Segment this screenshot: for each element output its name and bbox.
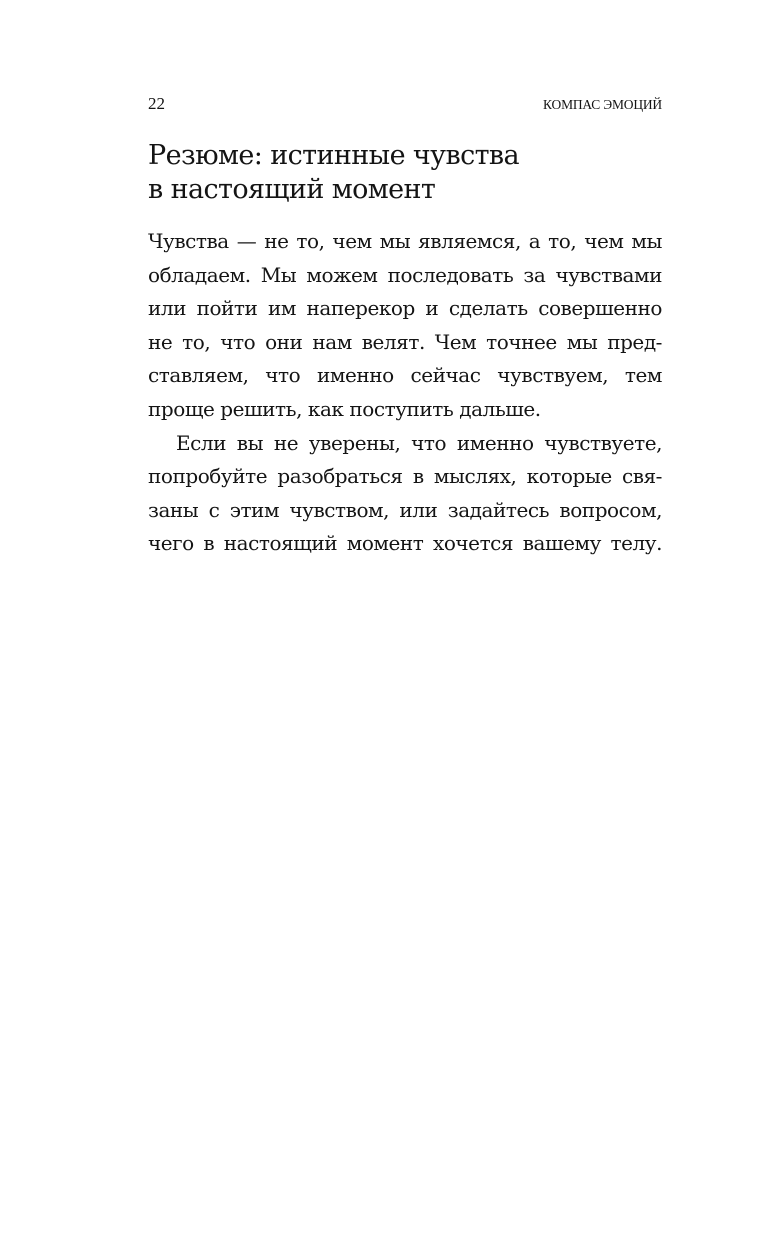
text-line: ставляем, что именно сейчас чувствуем, тем [148, 363, 662, 388]
book-page [148, 0, 662, 1241]
running-head [148, 93, 662, 115]
page-number: 22 [148, 94, 165, 113]
paragraph [148, 427, 662, 561]
section-title [148, 139, 662, 207]
body-text [148, 225, 662, 561]
text-line: обладаем. Мы можем последовать за чувствами [148, 262, 662, 287]
section-title-line: Резюме: истинные чувства [148, 140, 520, 171]
text-line: Чувства — не то, чем мы являемся, а то, чем мы [148, 229, 662, 253]
text-line: заны с этим чувством, или задайтесь вопросом, [148, 497, 662, 522]
text-line: проще решить, как поступить дальше. [148, 396, 541, 421]
section-title-line: в настоящий момент [148, 174, 436, 205]
text-line: не то, что они нам велят. Чем точнее мы пред- [148, 329, 662, 354]
text-line: Если вы не уверены, что именно чувствуете, [176, 430, 662, 455]
text-line: чего в настоящий момент хочется вашему телу. [148, 531, 662, 556]
book-title: КОМПАС ЭМОЦИЙ [543, 97, 662, 112]
text-line: попробуйте разобраться в мыслях, которые свя- [148, 464, 662, 489]
text-line: или пойти им наперекор и сделать совершенно [148, 296, 662, 321]
paragraph [148, 225, 662, 427]
